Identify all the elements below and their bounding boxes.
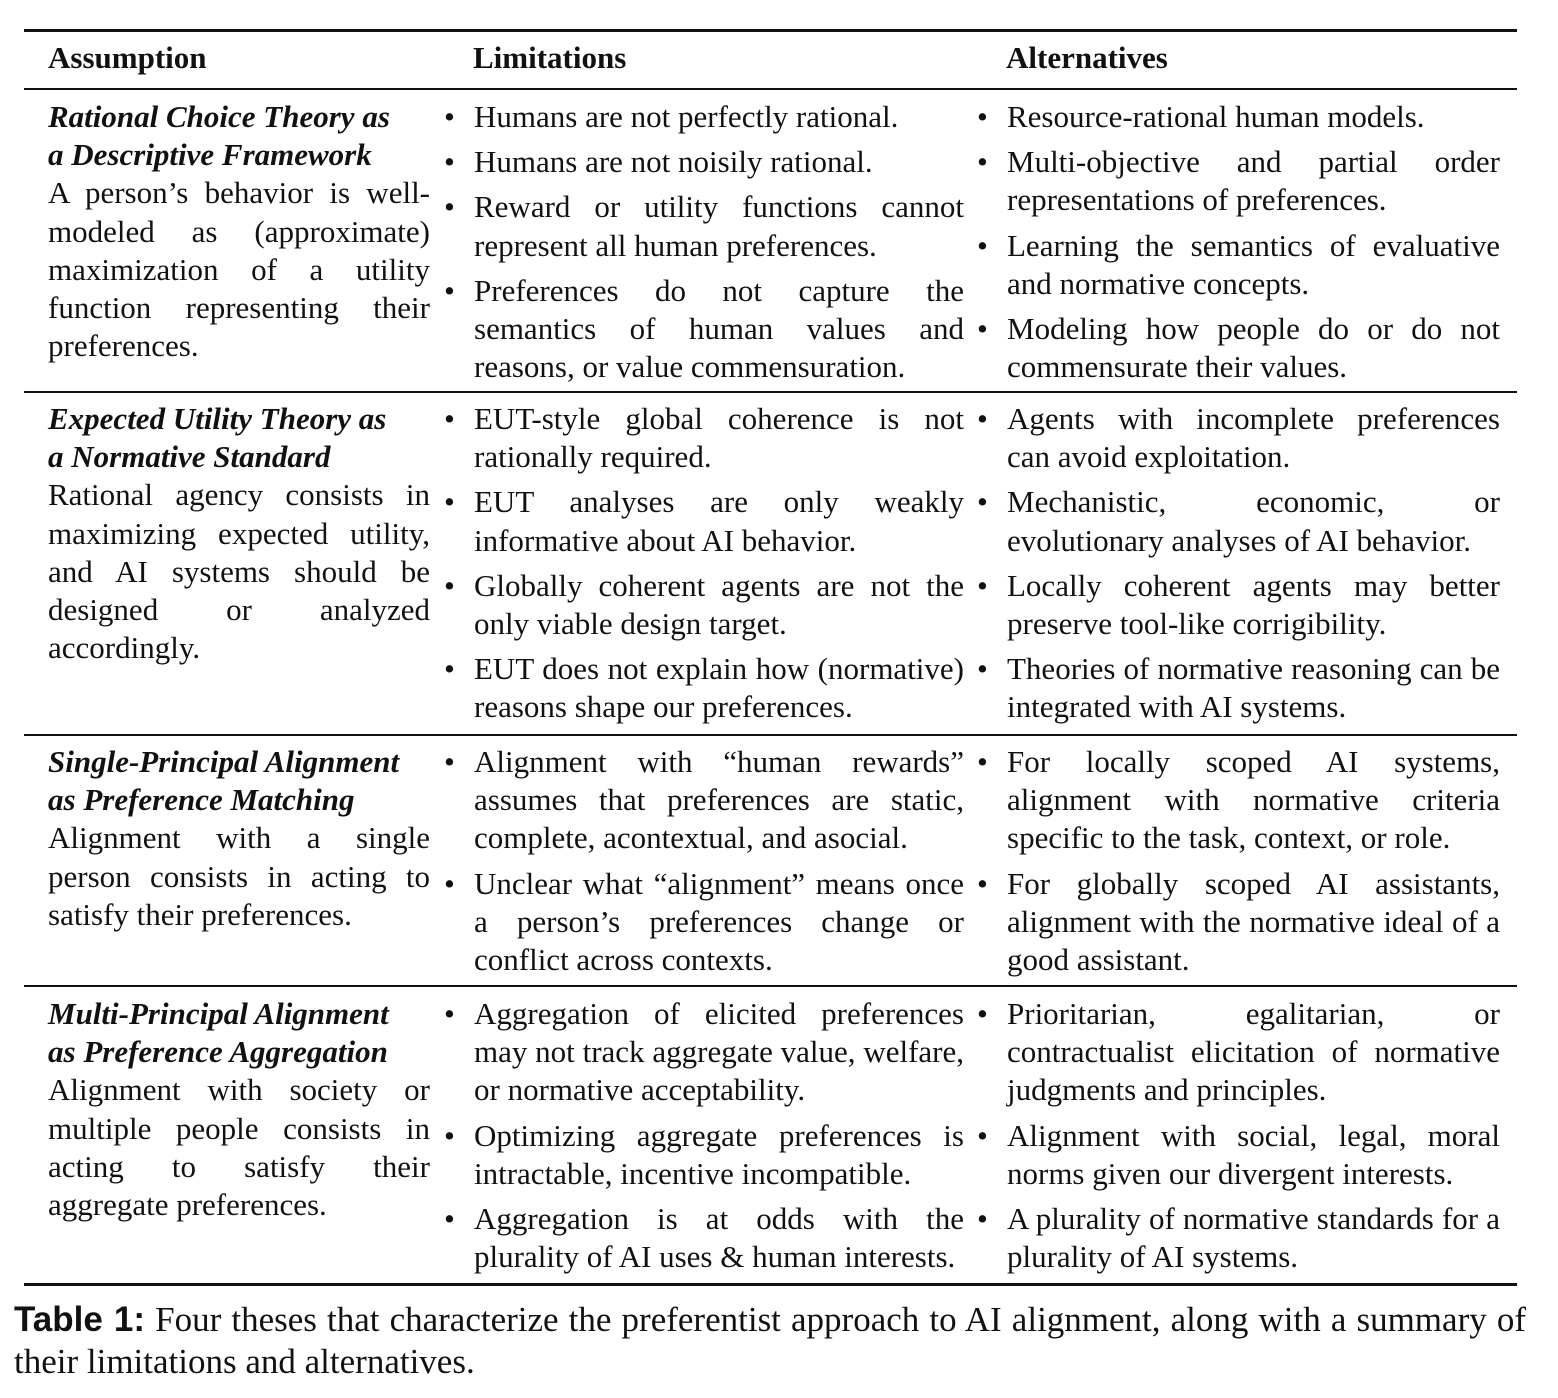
alternative-item: • For locally scoped AI systems, alignment with normative criteria specific to the task, context, or role. xyxy=(977,744,1500,856)
assumption-cell xyxy=(48,743,430,934)
header-assumption: Assumption xyxy=(48,40,207,75)
limitation-item: • Alignment with “human rewards” assumes that preferences are static, complete, acontextual, and asocial. xyxy=(444,744,964,856)
bullet-icon: • xyxy=(444,144,455,180)
limitation-item: • Aggregation of elicited preferences may not track aggregate value, welfare, or normative acceptability. xyxy=(444,996,964,1108)
bullet-icon: • xyxy=(977,744,988,779)
limitation-item: • Unclear what “alignment” means once a person’s preferences change or conflict across contexts. xyxy=(444,865,964,978)
bullet-icon: • xyxy=(977,311,988,347)
alternatives-cell xyxy=(975,995,1500,1283)
assumption-cell xyxy=(48,400,430,667)
bullet-icon: • xyxy=(444,865,455,901)
limitation-item: • Aggregation is at odds with the plurality of AI uses & human interests. xyxy=(444,1201,964,1275)
bullet-icon: • xyxy=(977,567,988,603)
bullet-icon: • xyxy=(444,744,455,779)
limitation-item: • EUT-style global coherence is not rationally required. xyxy=(444,401,964,475)
bullet-icon: • xyxy=(977,401,988,436)
bullet-icon: • xyxy=(977,1117,988,1153)
limitation-item: • Optimizing aggregate preferences is intractable, incentive incompatible. xyxy=(444,1117,964,1191)
bullet-icon: • xyxy=(977,1201,988,1237)
alternative-item: • Locally coherent agents may better preserve tool-like corrigibility. xyxy=(977,567,1500,642)
limitation-item: • Humans are not noisily rational. xyxy=(442,143,964,181)
limitation-item: • Globally coherent agents are not the only viable design target. xyxy=(444,567,964,642)
alternative-item: • Learning the semantics of evaluative and normative concepts. xyxy=(977,227,1500,301)
bullet-icon: • xyxy=(444,484,455,520)
bullet-icon: • xyxy=(444,99,455,134)
limitations-cell xyxy=(442,995,964,1283)
alternatives-cell xyxy=(975,98,1500,393)
alternative-item: • Alignment with social, legal, moral norms given our divergent interests. xyxy=(977,1117,1500,1191)
assumption-title: Rational Choice Theory as a Descriptive Framework xyxy=(48,99,390,173)
header-rule xyxy=(24,88,1517,90)
limitations-cell xyxy=(442,400,964,734)
bullet-icon: • xyxy=(977,865,988,901)
alternative-item: • Resource-rational human models. xyxy=(975,98,1500,136)
limitation-item: • EUT analyses are only weakly informative about AI behavior. xyxy=(444,484,964,558)
limitation-item: • Preferences do not capture the semantics of human values and reasons, or value commensuration. xyxy=(444,272,964,385)
bullet-icon: • xyxy=(444,401,455,436)
alternative-item: • Multi-objective and partial order representations of preferences. xyxy=(977,144,1500,218)
bullet-icon: • xyxy=(977,99,988,134)
alternative-item: • Modeling how people do or do not commensurate their values. xyxy=(977,311,1500,385)
limitation-item: • EUT does not explain how (normative) reasons shape our preferences. xyxy=(444,651,964,725)
alternatives-cell xyxy=(975,400,1500,734)
assumption-title: Multi-Principal Alignment as Preference Aggregation xyxy=(48,996,389,1070)
limitation-item: • Reward or utility functions cannot represent all human preferences. xyxy=(444,189,964,263)
alternative-item: • Mechanistic, economic, or evolutionary analyses of AI behavior. xyxy=(977,484,1500,558)
alternative-item: • Prioritarian, egalitarian, or contractualist elicitation of normative judgments and principles. xyxy=(977,996,1500,1108)
bullet-icon: • xyxy=(444,651,455,687)
caption-text: Four theses that characterize the preferentist approach to AI alignment, along with a summary of their limitations and alternatives. xyxy=(14,1300,1526,1381)
bullet-icon: • xyxy=(977,144,988,180)
alternative-item: • Theories of normative reasoning can be integrated with AI systems. xyxy=(977,651,1500,725)
assumption-description: A person’s behavior is well-modeled as (approximate) maximization of a utility function representing their preferences. xyxy=(48,175,430,364)
assumption-description: Alignment with society or multiple people consists in acting to satisfy their aggregate preferences. xyxy=(48,1072,430,1223)
alternative-item: • For globally scoped AI assistants, alignment with the normative ideal of a good assistant. xyxy=(977,865,1500,978)
assumption-cell xyxy=(48,98,430,365)
assumption-cell xyxy=(48,995,430,1224)
bullet-icon: • xyxy=(444,272,455,308)
bullet-icon: • xyxy=(977,651,988,687)
caption-label: Table 1: xyxy=(14,1300,146,1339)
bullet-icon: • xyxy=(444,996,455,1031)
table-bottom-rule xyxy=(24,1283,1517,1286)
header-limitations: Limitations xyxy=(473,40,627,75)
limitations-cell xyxy=(442,743,964,986)
alternatives-cell xyxy=(975,743,1500,986)
bullet-icon: • xyxy=(444,567,455,603)
header-alternatives: Alternatives xyxy=(1006,40,1168,75)
bullet-icon: • xyxy=(444,1201,455,1237)
assumption-title: Expected Utility Theory as a Normative Standard xyxy=(48,401,387,475)
assumption-description: Alignment with a single person consists in acting to satisfy their preferences. xyxy=(48,820,430,932)
limitation-item: • Humans are not perfectly rational. xyxy=(442,98,964,136)
row-divider xyxy=(24,734,1517,736)
alternative-item: • Agents with incomplete preferences can avoid exploitation. xyxy=(977,401,1500,475)
bullet-icon: • xyxy=(977,227,988,263)
bullet-icon: • xyxy=(977,484,988,520)
limitations-cell xyxy=(442,98,964,393)
table-top-rule xyxy=(24,29,1517,32)
table-caption xyxy=(14,1299,1526,1383)
bullet-icon: • xyxy=(444,189,455,225)
assumption-description: Rational agency consists in maximizing expected utility, and AI systems should be designed or analyzed accordingly. xyxy=(48,477,430,666)
bullet-icon: • xyxy=(977,996,988,1031)
assumption-title: Single-Principal Alignment as Preference Matching xyxy=(48,744,400,818)
bullet-icon: • xyxy=(444,1117,455,1153)
alternative-item: • A plurality of normative standards for a plurality of AI systems. xyxy=(977,1201,1500,1275)
